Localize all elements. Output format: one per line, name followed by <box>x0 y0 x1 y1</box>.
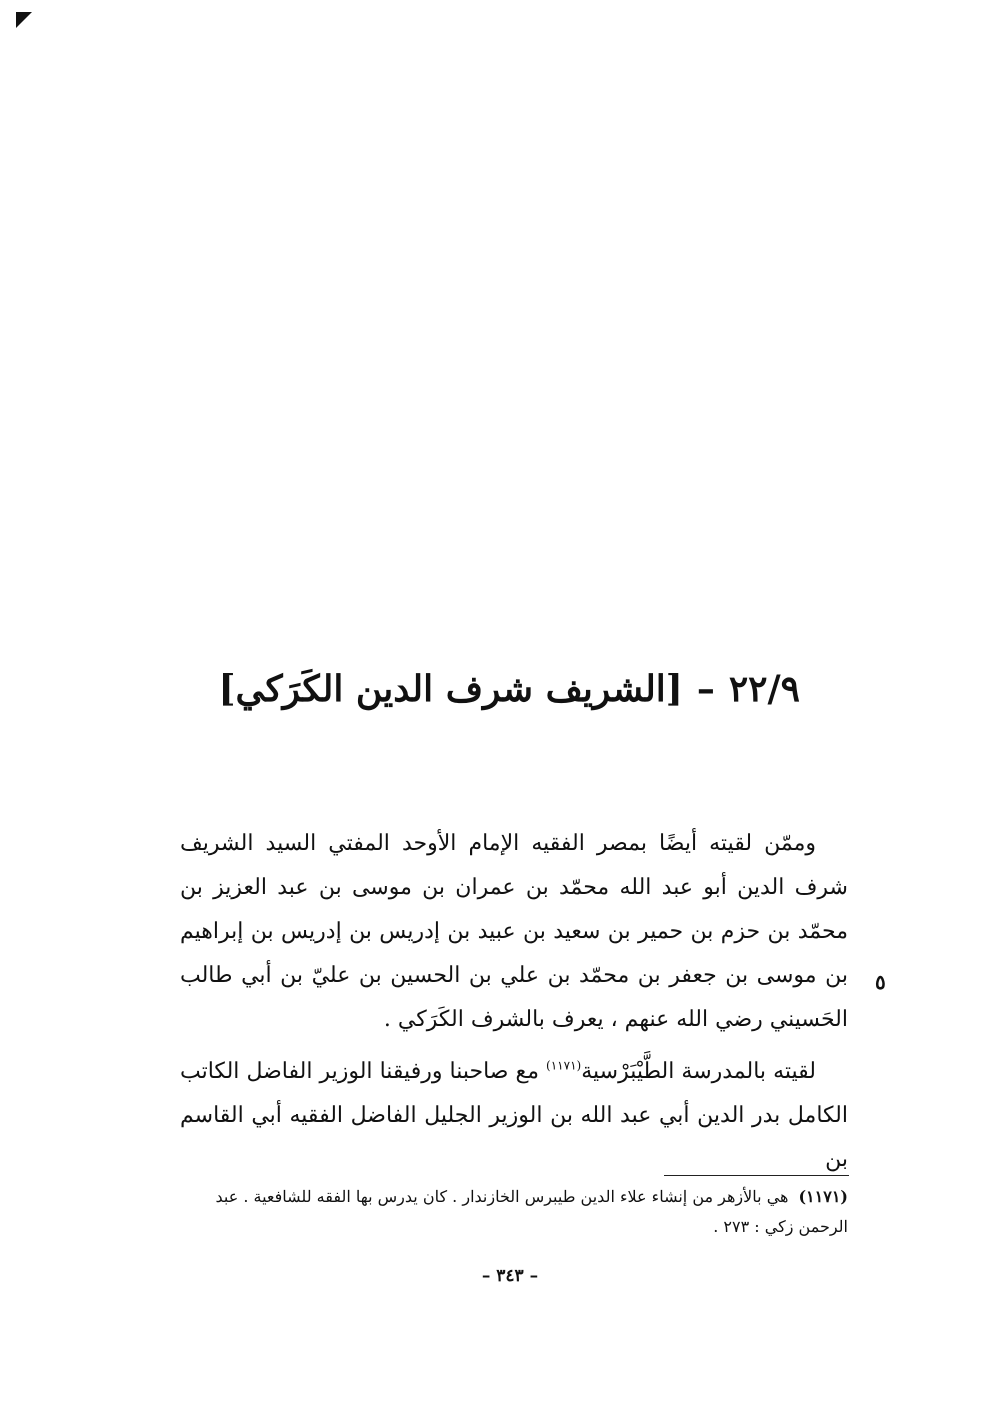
footnote-text: هي بالأزهر من إنشاء علاء الدين طيبرس الخازندار . كان يدرس بها الفقه للشافعية . عبد الرحمن زكي : ٢٧٣ . <box>215 1187 848 1236</box>
line-number-marker: ٥ <box>875 970 886 994</box>
heading-title: [الشريف شرف الدين الكَرَكي] <box>218 668 683 710</box>
footnote-divider <box>664 1175 849 1176</box>
paragraph-2-start: لقيته بالمدرسة الطَّيْبَرْسية <box>581 1059 816 1084</box>
heading-number: ٢٢/٩ <box>728 668 800 710</box>
paragraph-1: وممّن لقيته أيضًا بمصر الفقيه الإمام الأوحد المفتي السيد الشريف شرف الدين أبو عبد الله محمّد بن عمران بن موسى بن عبد العزيز بن محمّد بن حزم بن حمير بن سعيد بن عبيد بن إدريس بن إدريس بن إبراهيم بن موسى بن جعفر بن محمّد بن علي بن الحسين بن عليّ بن أبي طالب الحَسيني رضي الله عنهم ، يعرف بالشرف الكَرَكي . <box>180 831 848 1032</box>
section-heading <box>218 668 800 710</box>
footnote-number: (١١٧١) <box>798 1187 848 1206</box>
footnote <box>180 1182 848 1242</box>
heading-dash: – <box>696 668 715 710</box>
paragraph-2-end: مع صاحبنا ورفيقنا الوزير الفاضل الكاتب الكامل بدر الدين أبي عبد الله بن الوزير الجليل الفاضل الفقيه أبي القاسم بن <box>180 1059 848 1172</box>
main-text <box>180 822 848 1182</box>
footnote-reference[interactable]: (١١٧١) <box>546 1058 582 1073</box>
page-number: – ٣٤٣ – <box>481 1266 539 1286</box>
corner-crop-mark <box>16 12 32 28</box>
paragraph-2 <box>180 1050 848 1182</box>
